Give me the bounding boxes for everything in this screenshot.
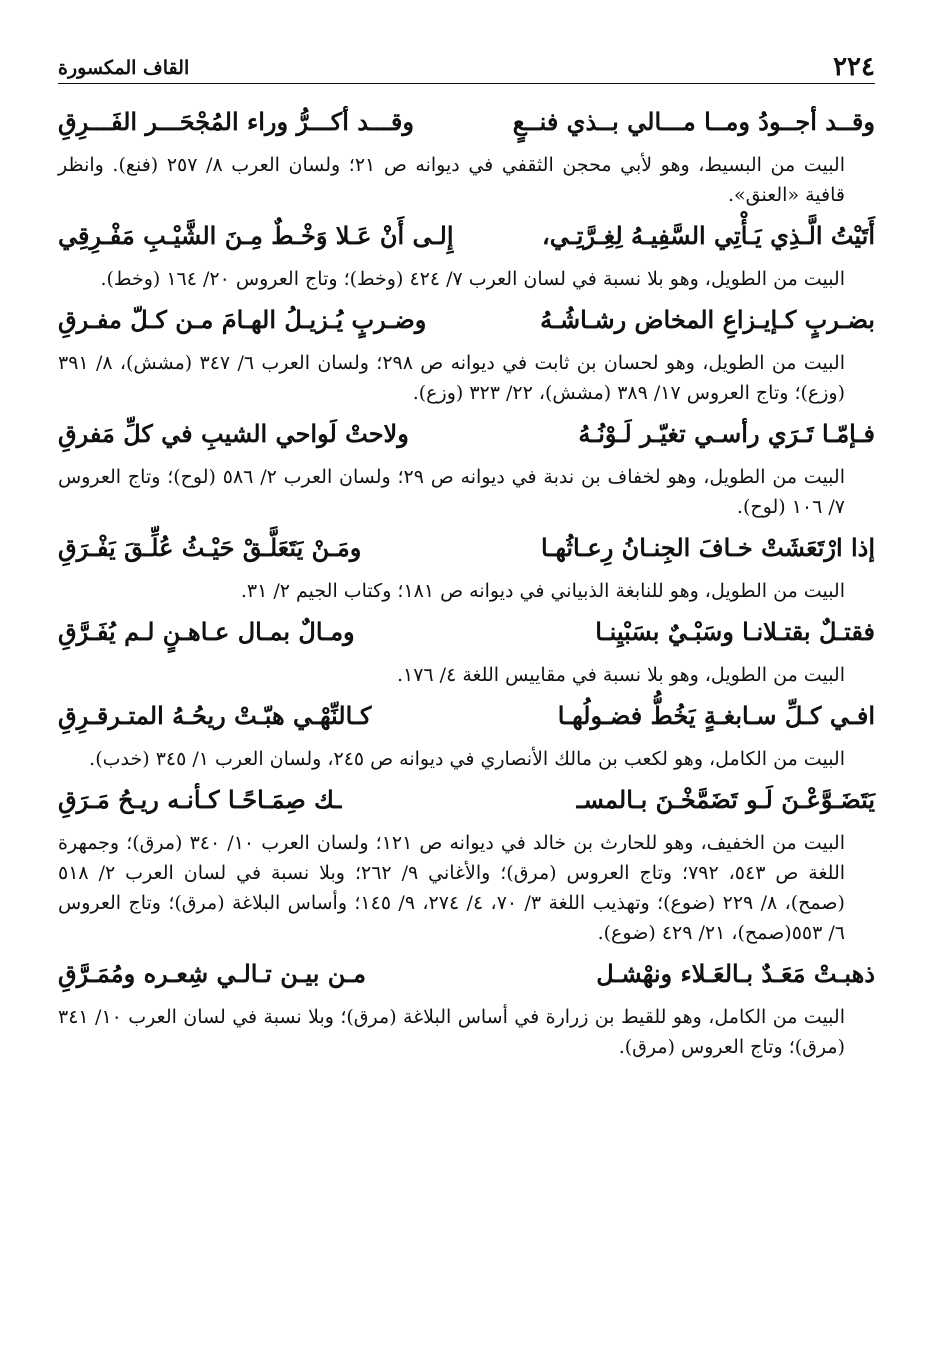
verse-line <box>58 302 875 342</box>
verse-second-hemistich: ومـالٌ بمـال عـاهـنٍ لـم يُفَـرَّقِ <box>58 617 355 646</box>
verse-note: البيت من الطويل، وهو لخفاف بن ندبة في ديوانه ص ٢٩؛ ولسان العرب ٢/ ٥٨٦ (لوح)؛ وتاج العروس ٧/ ١٠٦ (لوح). <box>58 466 845 518</box>
page-body <box>58 96 875 1066</box>
verse-first-hemistich: وقــد أجــودُ ومــا مـــالي بــذي فنــعٍ <box>512 107 875 136</box>
verse-entry <box>58 956 875 1062</box>
verse-second-hemistich: وضـربٍ يُـزيـلُ الهـامَ مـن كـلّ مفـرقِ <box>58 305 427 334</box>
verse-line <box>58 530 875 570</box>
verse-line <box>58 614 875 654</box>
page-number: ٢٢٤ <box>833 52 875 82</box>
verse-entry <box>58 416 875 522</box>
verse-entry <box>58 782 875 948</box>
verse-first-hemistich: إذا ارْتَعَشَتْ خـافَ الجِنـانُ رِعـاثُهـا <box>540 533 875 562</box>
verse-note: البيت من الخفيف، وهو للحارث بن خالد في ديوانه ص ١٢١؛ ولسان العرب ١٠/ ٣٤٠ (مرق)؛ وجمهرة اللغة ص ٥٤٣، ٧٩٢؛ وتاج العروس (مرق)؛ والأغاني ٩/ ٢٦٢؛ وبلا نسبة في لسان العرب ٢/ ٥١٨ (صمح)، ٨/ ٢٢٩ (ضوع)؛ وتهذيب اللغة ٣/ ٧٠، ٤/ ٢٧٤، ٩/ ١٤٥؛ وأساس البلاغة (مرق)؛ وتاج العروس ٦/ ٥٥٣(صمح)، ٢١/ ٤٢٩ (ضوع). <box>58 832 846 944</box>
verse-entry <box>58 302 875 408</box>
verse-line <box>58 782 875 822</box>
verse-entry <box>58 218 875 294</box>
verse-entry <box>58 104 875 210</box>
verse-first-hemistich: افـي كـلِّ سـابغـةٍ يَخُطُّ فضـولُهـا <box>557 701 875 730</box>
verse-first-hemistich: بضـربٍ كـإيـزاعِ المخاض رشـاشُـهُ <box>540 305 875 334</box>
verse-second-hemistich: وقـــد أكـــرُّ وراء المُجْحَـــر الفَـــرِقِ <box>58 107 414 136</box>
verse-second-hemistich: ومَـنْ يَتَعَلَّـقْ حَيْـثُ عُلِّـقَ يَفْـرَقِ <box>58 533 362 562</box>
verse-line <box>58 104 875 144</box>
verse-line <box>58 218 875 258</box>
verse-second-hemistich: ـك صِمَـاحًـا كـأنـه ريـحُ مَـرَقِ <box>58 785 342 814</box>
page-header <box>58 50 875 84</box>
verse-line <box>58 698 875 738</box>
verse-first-hemistich: ذهبـتْ مَعَـدٌ بـالعَـلاء ونهْشـل <box>596 959 875 988</box>
verse-entry <box>58 698 875 774</box>
running-title: القاف المكسورة <box>58 57 190 79</box>
verse-second-hemistich: إِلـى أَنْ عَـلا وَخْـطٌ مِـنَ الشَّيْـبِ مَفْـرِقِي <box>58 221 454 250</box>
verse-line <box>58 416 875 456</box>
verse-line <box>58 956 875 996</box>
verse-first-hemistich: يَتَضَـوَّعْـنَ لَـو تَضَمَّخْـنَ بـالمسـ <box>576 785 875 814</box>
verse-note: البيت من البسيط، وهو لأبي محجن الثقفي في ديوانه ص ٢١؛ ولسان العرب ٨/ ٢٥٧ (فنع). وانظر قافية «العنق». <box>58 154 845 206</box>
verse-first-hemistich: فقتـلٌ بقتـلانـا وسَبْـيٌ بسَبْيِنـا <box>595 617 875 646</box>
verse-second-hemistich: كـالنِّهْـي هبّـتْ ريحُـهُ المتـرقـرِقِ <box>58 701 372 730</box>
verse-note: البيت من الطويل، وهو لحسان بن ثابت في ديوانه ص ٢٩٨؛ ولسان العرب ٦/ ٣٤٧ (مشش)، ٨/ ٣٩١ (وزع)؛ وتاج العروس ١٧/ ٣٨٩ (مشش)، ٢٢/ ٣٢٣ (وزع). <box>58 352 845 404</box>
verse-first-hemistich: فـإمّـا تَـرَي رأسـي تغيّـر لَـوْنُـهُ <box>578 419 875 448</box>
verse-first-hemistich: أَتَيْتُ الَّـذِي يَـأْتِي السَّفِيـهُ لِغِـرَّتِـي، <box>542 221 875 250</box>
verse-second-hemistich: ولاحتْ لَواحي الشيبِ في كلِّ مَفرقِ <box>58 419 409 448</box>
verse-entry <box>58 530 875 606</box>
header-rule <box>58 83 875 84</box>
verse-note: البيت من الطويل، وهو بلا نسبة في لسان العرب ٧/ ٤٢٤ (وخط)؛ وتاج العروس ٢٠/ ١٦٤ (وخط). <box>100 268 845 290</box>
verse-entry <box>58 614 875 690</box>
verse-note: البيت من الطويل، وهو للنابغة الذبياني في ديوانه ص ١٨١؛ وكتاب الجيم ٢/ ٣١. <box>240 580 845 602</box>
verse-note: البيت من الطويل، وهو بلا نسبة في مقاييس اللغة ٤/ ١٧٦. <box>396 664 845 686</box>
verse-second-hemistich: مـن بيـن تـالـي شِعـره ومُمَـرَّقِ <box>58 959 366 988</box>
verse-note: البيت من الكامل، وهو لكعب بن مالك الأنصاري في ديوانه ص ٢٤٥، ولسان العرب ١/ ٣٤٥ (خدب). <box>89 748 845 770</box>
verse-note: البيت من الكامل، وهو للقيط بن زرارة في أساس البلاغة (مرق)؛ وبلا نسبة في لسان العرب ١٠/ ٣٤١ (مرق)؛ وتاج العروس (مرق). <box>58 1006 845 1058</box>
